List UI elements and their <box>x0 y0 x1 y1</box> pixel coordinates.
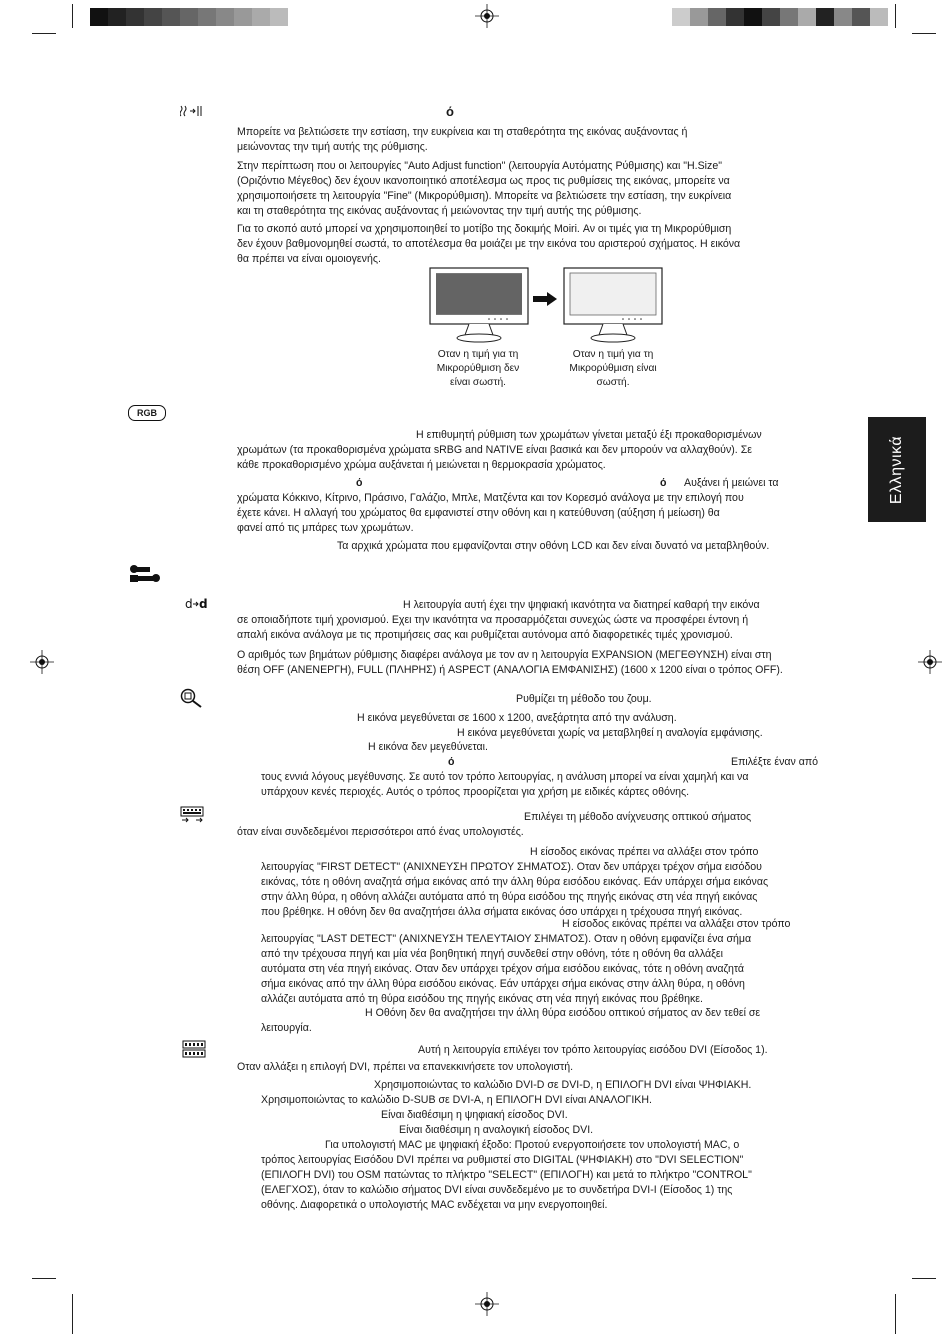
crop-mark <box>895 4 896 28</box>
rgb-paragraph-1: Η επιθυμητή ρύθμιση των χρωμάτων γίνεται μεταξύ έξι προκαθορισμένων χρωμάτων (τα προκαθορισμένα χρώματα sRBG and NATIVE είναι βασικά και δεν μπορούν να αλλαχθούν). Σε κάθε προκαθορισμένο χρώμα αυξάνεται ή μειώνεται η θερμοκρασία χρώματος. <box>237 429 762 471</box>
caption-incorrect: Οταν η τιμή για τη Μικρορύθμιση δεν είναι σωστή. <box>436 349 520 388</box>
rgb-mark-2: ό <box>660 477 667 489</box>
monitor-correct-illustration <box>563 267 663 345</box>
expansion-full: Η εικόνα μεγεθύνεται σε 1600 x 1200, ανεξάρτητα από την ανάλυση. <box>357 712 677 724</box>
fine-paragraph-2: Στην περίπτωση που οι λειτουργίες "Auto Adjust function" (λειτουργία Αυτόματης Ρύθμισης) και "H.Size" (Οριζόντιο Μέγεθος) δεν έχουν ικανοποιητικό αποτέλεσμα ως προς τις ρυθμίσεις της εικόνας, μπορείτε να χρησιμοποιήσετε τη λειτουργία "Fine" (Μικρορύθμιση). Μπορείτε να βελτιώσετε την εστίαση, την ευκρίνεια και τη σταθερότητα της εικόνας αυξάνοντας ή μειώνοντας την τιμή αυτής της ρύθμισης. <box>237 160 732 217</box>
color-bar-left <box>90 4 288 22</box>
registration-mark-bottom <box>475 1292 499 1316</box>
crop-mark <box>72 1294 73 1334</box>
expansion-icon <box>180 688 204 708</box>
crop-mark <box>32 1278 56 1279</box>
svg-text:d: d <box>185 597 193 611</box>
crop-mark <box>72 4 73 28</box>
expansion-intro: Ρυθμίζει τη μέθοδο του ζουμ. <box>516 693 652 705</box>
color-bar-right <box>672 4 888 22</box>
sharpness-icon <box>185 596 209 612</box>
fine-paragraph-3: Για το σκοπό αυτό μπορεί να χρησιμοποιηθεί το μοτίβο της δοκιμής Moiri. Αν οι τιμές για τη Μικρορύθμιση δεν έχουν βαθμονομηθεί σωστά, το αποτέλεσμα θα μοιάζει με την εικόνα του αριστερού σχήματος. Η εικόνα θα πρέπει να είναι ομοιογενής. <box>237 223 741 265</box>
registration-mark-right <box>918 650 942 674</box>
video-detect-none: Η Οθόνη δεν θα αναζητήσει την άλλη θύρα εισόδου οπτικού σήματος αν δεν τεθεί σε λειτουργία. <box>261 1007 761 1034</box>
language-tab <box>868 417 926 522</box>
sharpness-paragraph-1: Η λειτουργία αυτή έχει την ψηφιακή ικανότητα να διατηρεί καθαρή την εικόνα σε οποιαδήποτε τιμή χρονισμού. Εχει την ικανότητα να προσαρμόζεται συνεχώς ώστε να προσφέρει έντονη ή απαλή εικόνα ανάλογα με τις προτιμήσεις σας και ρυθμίζεται αυτόνομα από διαφορετικές τιμές χρονισμού. <box>237 599 760 641</box>
dvi-cable-analog: Χρησιμοποιώντας το καλώδιο D-SUB σε DVI-A, η ΕΠΙΛΟΓΗ DVI είναι ΑΝΑΛΟΓΙΚΗ. <box>261 1094 652 1106</box>
fine-heading-mark: ό <box>446 104 454 119</box>
crop-mark <box>912 1278 936 1279</box>
crop-mark <box>912 33 936 34</box>
dvi-intro: Αυτή η λειτουργία επιλέγει τον τρόπο λειτουργίας εισόδου DVI (Είσοδος 1). Οταν αλλάξει η επιλογή DVI, πρέπει να επανεκκινήσετε τον υπολογιστή. <box>237 1044 768 1073</box>
fine-icon <box>180 104 204 118</box>
caption-correct: Οταν η τιμή για τη Μικρορύθμιση είναι σωστή. <box>569 349 657 388</box>
expansion-custom: Επιλέξτε έναν από τους εννιά λόγους μεγέθυνσης. Σε αυτό τον τρόπο λειτουργίας, η ανάλυση μπορεί να είναι χαμηλή και να υπάρχουν κενές περιοχές. Αυτός ο τρόπος προορίζεται για χρήση με ειδικές κάρτες οθόνης. <box>261 756 819 798</box>
video-detect-last: Η είσοδος εικόνας πρέπει να αλλάξει στον τρόπο λειτουργίας "LAST DETECT" (ΑΝΙΧΝΕΥΣΗ ΤΕΛΕΥΤΑΙΟΥ ΣΗΜΑΤΟΣ). Οταν η οθόνη εμφανίζει ένα σήμα από την τρέχουσα πηγή και μία νέα βοηθητική πηγή συνδεθεί στην οθόνη, τότε η οθόνη θα αλλάξει αυτόματα στη νέα πηγή εικόνας. Οταν δεν υπάρχει τρέχον σήμα εισόδου εικόνας, τότε η οθόνη αναζητά σήμα εικόνας από την άλλη θύρα εισόδου εικόνας. Εάν υπάρχει σήμα εικόνας στην άλλη θύρα, η οθόνη αλλάζει αυτόματα από τη θύρα εισόδου της πηγής εικόνας στη νέα πηγή εικόνας που βρέθηκε. <box>261 918 791 1005</box>
registration-mark-left <box>30 650 54 674</box>
video-detect-intro: Επιλέγει τη μέθοδο ανίχνευσης οπτικού σήματος όταν είναι συνδεδεμένοι περισσότεροι από ένας υπολογιστές. <box>237 811 752 838</box>
rgb-paragraph-2: Αυξάνει ή μειώνει τα χρώματα Κόκκινο, Κίτρινο, Πράσινο, Γαλάζιο, Μπλε, Ματζέντα και τον Κορεσμό ανάλογα με την επιλογή που έχετε κάνει. Η αλλαγή του χρώματος θα εμφανιστεί στην οθόνη και η κατεύθυνση (αύξηση ή μείωση) θα φανεί από τις μπάρες των χρωμάτων. <box>237 477 779 534</box>
video-detect-icon <box>180 806 206 824</box>
sharpness-paragraph-2: Ο αριθμός των βημάτων ρύθμισης διαφέρει ανάλογα με τον αν η λειτουργία EXPANSION (ΜΕΓΕΘΥΝΣΗ) είναι στη θέση OFF (ΑΝΕΝΕΡΓΗ), FULL (ΠΛΗΡΗΣ) ή ASPECT (ΑΝΑΛΟΓΙΑ ΕΜΦΑΝΙΣΗΣ) (1600 x 1200 είναι ο τρόπος OFF). <box>237 649 783 676</box>
dvi-mac-note: Για υπολογιστή MAC με ψηφιακή έξοδο: Προτού ενεργοποιήσετε τον υπολογιστή MAC, ο τρόπος λειτουργίας Εισόδου DVI πρέπει να ρυθμιστεί στο DIGITAL (ΨΗΦΙΑΚΗ) στο "DVI SELECTION" (ΕΠΙΛΟΓΗ DVI) του OSM πατώντας το πλήκτρο "SELECT" (ΕΠΙΛΟΓΗ) και μετά το πλήκτρο "CONTROL" (ΕΛΕΓΧΟΣ), όταν το καλώδιο σήματος DVI είναι συνδεδεμένο με το συνδετήρα DVI-I (Είσοδος 1) της οθόνης. Διαφορετικά ο υπολογιστής MAC ενδέχεται να μην ενεργοποιηθεί. <box>261 1139 752 1211</box>
dvi-digital: Είναι διαθέσιμη η ψηφιακή είσοδος DVI. <box>381 1109 568 1121</box>
svg-text:d: d <box>199 597 208 611</box>
expansion-custom-mark: ό <box>448 756 455 768</box>
dvi-selection-icon <box>182 1040 208 1058</box>
expansion-aspect: Η εικόνα μεγεθύνεται χωρίς να μεταβληθεί η αναλογία εμφάνισης. <box>457 727 763 739</box>
monitor-moire-illustration <box>429 267 529 345</box>
video-detect-first: Η είσοδος εικόνας πρέπει να αλλάξει στον τρόπο λειτουργίας "FIRST DETECT" (ΑΝΙΧΝΕΥΣΗ ΠΡΩΤΟΥ ΣΗΜΑΤΟΣ). Οταν δεν υπάρχει τρέχον σήμα εισόδου εικόνας, τότε η οθόνη αναζητά σήμα εικόνας από την άλλη θύρα εισόδου εικόνας. Εάν υπάρχει σήμα εικόνας στην άλλη θύρα, η οθόνη αλλάζει αυτόματα από τη θύρα εισόδου της πηγής εικόνας στη νέα πηγή εικόνας που βρέθηκε. Η οθόνη δεν θα αναζητήσει άλλα σήματα εικόνας όσο υπάρχει η τρέχουσα πηγή εικόνας. <box>261 846 769 918</box>
rgb-icon: RGB <box>128 405 166 421</box>
crop-mark <box>32 33 56 34</box>
tools-icon <box>130 565 160 585</box>
rgb-mark-1: ό <box>356 477 363 489</box>
registration-mark-top <box>475 4 499 28</box>
language-tab-label: Ελληνικά <box>888 435 905 504</box>
arrow-right-icon <box>533 292 557 306</box>
fine-paragraph-1: Μπορείτε να βελτιώσετε την εστίαση, την ευκρίνεια και τη σταθερότητα της εικόνας αυξάνοντας ή μειώνοντας την τιμή αυτής της ρύθμισης. <box>237 126 688 153</box>
expansion-off: Η εικόνα δεν μεγεθύνεται. <box>368 741 488 753</box>
crop-mark <box>895 1294 896 1334</box>
dvi-analog: Είναι διαθέσιμη η αναλογική είσοδος DVI. <box>399 1124 594 1136</box>
rgb-paragraph-3: Τα αρχικά χρώματα που εμφανίζονται στην οθόνη LCD και δεν είναι δυνατό να μεταβληθούν. <box>337 540 770 552</box>
dvi-cable-digital: Χρησιμοποιώντας το καλώδιο DVI-D σε DVI-D, η ΕΠΙΛΟΓΗ DVI είναι ΨΗΦΙΑΚΗ. <box>374 1079 752 1091</box>
